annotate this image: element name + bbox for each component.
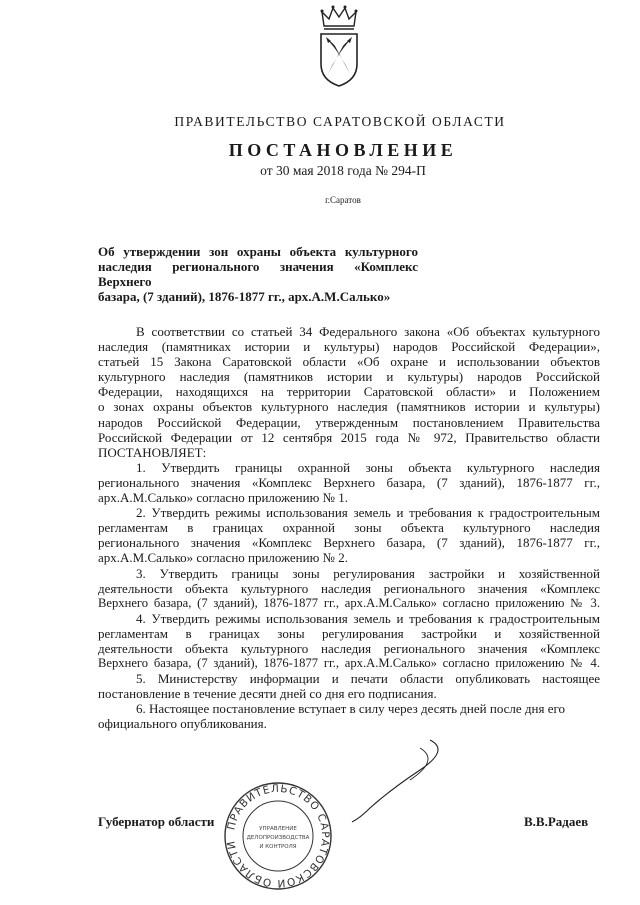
subject-line: базара, (7 зданий), 1876-1877 гг., арх.А.М.Салько» [98, 289, 391, 304]
body-line: 3. Утвердить границы зоны регулирования застройки и хозяйственной [136, 565, 600, 581]
body-line: деятельности объекта культурного наследия регионального значения «Комплекс [98, 640, 600, 656]
subject-line: наследия регионального значения «Комплекс Верхнего [98, 259, 418, 289]
body-line: Федерации, находящихся на территории Саратовской области» и Положением [98, 384, 600, 400]
body-line: статьей 15 Закона Саратовской области «Об охране и использовании объектов [98, 354, 600, 370]
body-line: постановление в течение десяти дней со дня его подписания. [98, 686, 437, 702]
seal-ring-text: ПРАВИТЕЛЬСТВО САРАТОВСКОЙ ОБЛАСТИ [225, 782, 332, 890]
body-line: 2. Утвердить режимы использования земель и требования к градостроительным [136, 505, 600, 521]
seal-inner-line: И КОНТРОЛЯ [259, 844, 297, 850]
body-line: регионального значения «Комплекс Верхнего базара, (7 зданий), 1876-1877 гг., [98, 535, 600, 551]
body-line: регламентам в границах охранной зоны объекта культурного наследия [98, 520, 600, 536]
body-line: наследия (памятниках истории и культуры) народов Российской Федерации», [98, 339, 600, 355]
document-type: ПОСТАНОВЛЕНИЕ [228, 140, 458, 160]
body-line: регламентам в границах зоны регулирования застройки и хозяйственной [98, 625, 600, 641]
body-line: народов Российской Федерации, утвержденным постановлением Правительства [98, 414, 600, 430]
document-subject [98, 244, 418, 304]
seal-inner-line: УПРАВЛЕНИЕ [259, 826, 297, 832]
body-line: 1. Утвердить границы охранной зоны объекта культурного наследия [136, 459, 600, 475]
seal-inner-line: ДЕЛОПРОИЗВОДСТВА [246, 835, 310, 841]
body-line: арх.А.М.Салько» согласно приложению № 1. [98, 490, 348, 506]
body-line: официального опубликования. [98, 716, 267, 732]
body-line: ПОСТАНОВЛЯЕТ: [98, 444, 207, 460]
signatory-position: Губернатор области [98, 814, 215, 829]
body-line: Российской Федерации от 12 сентября 2015 года № 972, Правительство области [98, 429, 600, 445]
document-date-number: от 30 мая 2018 года № 294-П [260, 163, 426, 178]
body-line: деятельности объекта культурного наследия регионального значения «Комплекс [98, 580, 600, 596]
document-city: г.Саратов [325, 195, 361, 205]
body-line: В соответствии со статьей 34 Федерального закона «Об объектах культурного [136, 324, 600, 339]
signatory-name: В.В.Радаев [524, 814, 589, 829]
coat-of-arms-icon [316, 4, 362, 88]
document-body [98, 324, 600, 732]
subject-line: Об утверждении зон охраны объекта культурного [98, 244, 418, 259]
government-name: ПРАВИТЕЛЬСТВО САРАТОВСКОЙ ОБЛАСТИ [174, 114, 506, 129]
body-line: о зонах охраны объектов культурного наследия (памятников истории и культуры) [98, 399, 600, 415]
body-line: Верхнего базара, (7 зданий), 1876-1877 гг., арх.А.М.Салько» согласно приложению № 4. [98, 656, 600, 671]
body-line: Верхнего базара, (7 зданий), 1876-1877 гг., арх.А.М.Салько» согласно приложению № 3. [98, 595, 600, 610]
body-line: 5. Министерству информации и печати области опубликовать настоящее [136, 671, 600, 687]
body-line: 4. Утвердить режимы использования земель и требования к градостроительным [136, 610, 600, 626]
body-line: арх.А.М.Салько» согласно приложению № 2. [98, 550, 348, 566]
body-line: 6. Настоящее постановление вступает в силу через десять дней после дня его [136, 701, 565, 717]
body-line: культурного наследия (памятников истории и культуры) народов Российской [98, 369, 600, 385]
official-seal-stamp [222, 780, 334, 892]
body-line: регионального значения «Комплекс Верхнего базара, (7 зданий), 1876-1877 гг., [98, 474, 600, 490]
